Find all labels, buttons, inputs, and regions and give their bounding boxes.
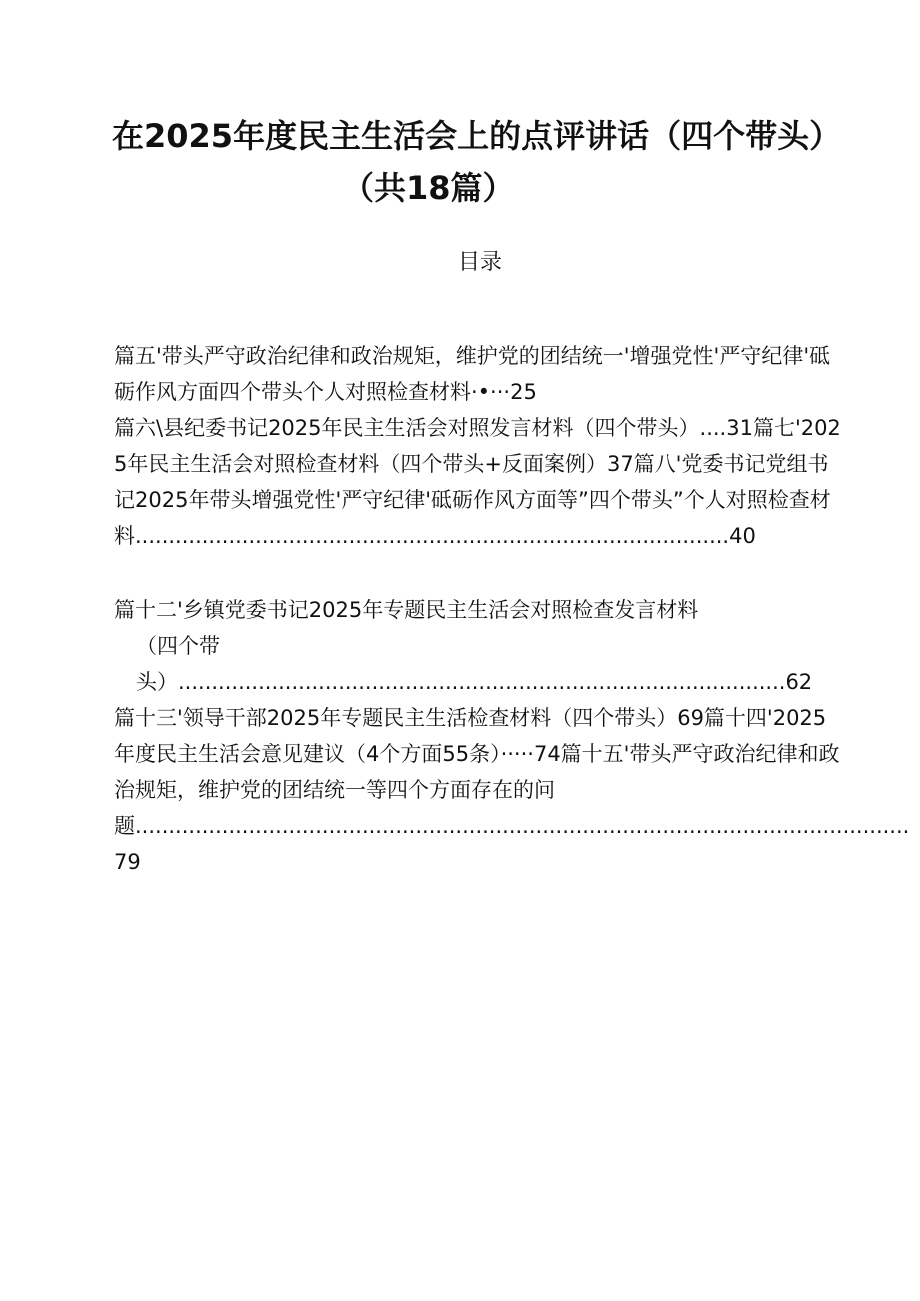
toc-entry: 篇六\县纪委书记2025年民主生活会对照发言材料（四个带头）....31篇七'2025年民主生活会对照检查材料（四个带头+反面案例）37篇八'党委书记党组书记2025年带头增强党性'严守纪律'砥砺作风方面等”四个带头”个人对照检查材料.........................................................................................40 xyxy=(114,416,841,548)
title-line-1: 在2025年度民主生活会上的点评讲话（四个带头） xyxy=(112,117,842,155)
table-of-contents xyxy=(114,338,910,880)
document-title xyxy=(112,110,842,214)
toc-entry: 篇十三'领导干部2025年专题民主生活检查材料（四个带头）69篇十四'2025年度民主生活会意见建议（4个方面55条）·····74篇十五'带头严守政治纪律和政治规矩，维护党的团结统一等四个方面存在的问题....................................................................................................................79 xyxy=(114,706,910,874)
toc-entry: 篇五'带头严守政治纪律和政治规矩，维护党的团结统一'增强党性'严守纪律'砥砺作风方面四个带头个人对照检查材料·•···25 xyxy=(114,344,831,404)
toc-entry: （四个带头）...........................................................................................62 xyxy=(136,634,813,694)
toc-entry: 篇十二'乡镇党委书记2025年专题民主生活会对照检查发言材料 xyxy=(114,598,699,622)
toc-heading: 目录 xyxy=(457,250,502,275)
title-line-2: （共18篇） xyxy=(342,169,515,207)
